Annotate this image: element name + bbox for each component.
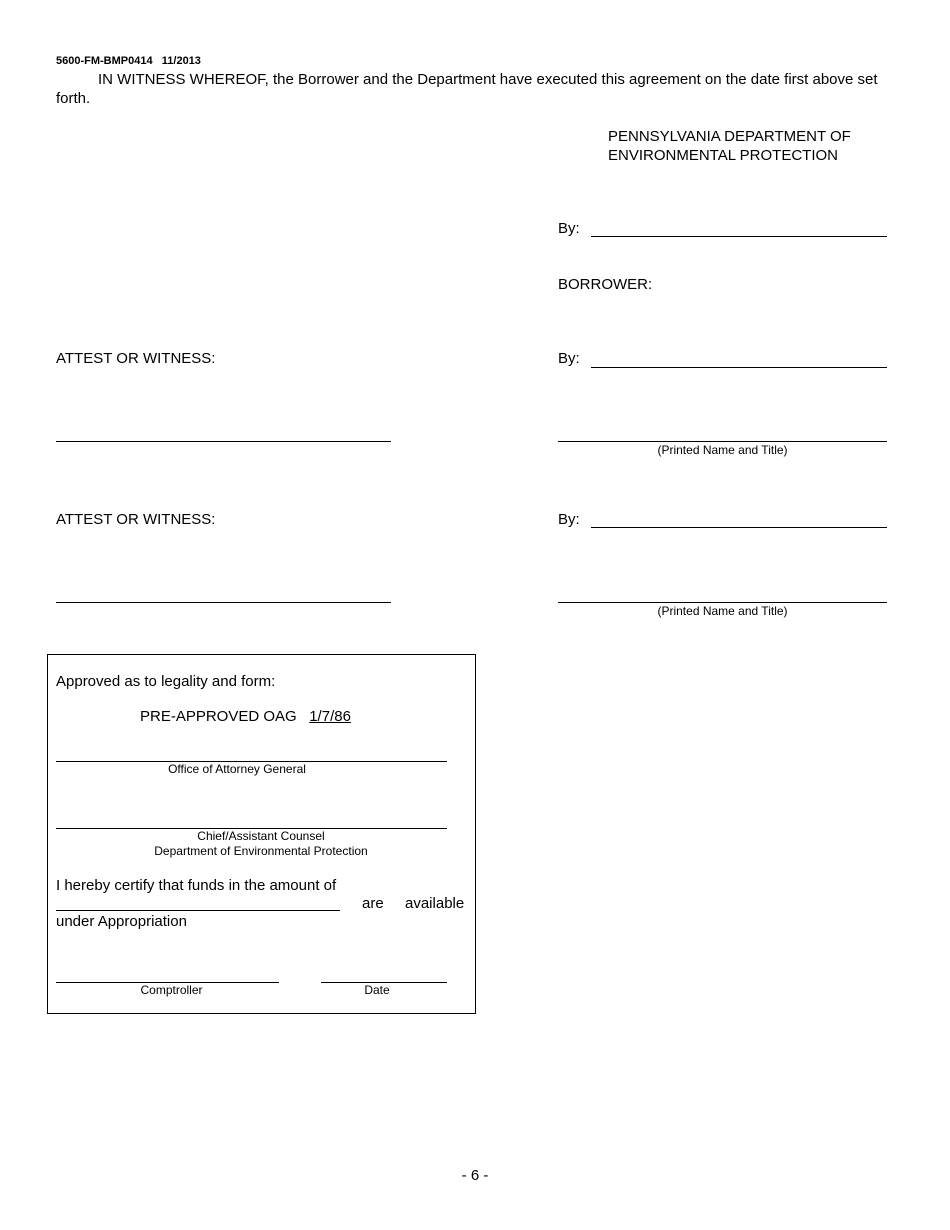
printed-name-line-2[interactable] xyxy=(558,602,887,603)
counsel-caption xyxy=(56,829,466,859)
department-name-line2: ENVIRONMENTAL PROTECTION xyxy=(608,147,839,164)
printed-name-line-1[interactable] xyxy=(558,441,887,442)
available-text: available xyxy=(405,895,465,912)
borrower-by-label-2: By: xyxy=(558,511,580,528)
preapproved-label: PRE-APPROVED OAG xyxy=(140,708,297,725)
form-id: 5600-FM-BMP0414 11/2013 xyxy=(56,55,201,67)
preapproved-oag xyxy=(140,708,351,725)
printed-name-caption-1: (Printed Name and Title) xyxy=(657,443,788,457)
page-number: - 6 - xyxy=(461,1167,489,1184)
borrower-signature-line-1[interactable] xyxy=(591,367,887,368)
attest-label-1: ATTEST OR WITNESS: xyxy=(56,350,216,367)
preapproved-date: 1/7/86 xyxy=(309,708,351,725)
date-caption: Date xyxy=(364,983,390,997)
witness-statement: IN WITNESS WHEREOF, the Borrower and the Department have executed this agreement on the date first above set forth. xyxy=(56,71,878,107)
oag-caption: Office of Attorney General xyxy=(168,762,306,776)
department-by-label: By: xyxy=(558,220,580,237)
borrower-signature-line-2[interactable] xyxy=(591,527,887,528)
attest-signature-line-1[interactable] xyxy=(56,441,391,442)
department-signature-line[interactable] xyxy=(591,236,887,237)
are-text: are xyxy=(362,895,384,912)
borrower-by-label-1: By: xyxy=(558,350,580,367)
certify-text: I hereby certify that funds in the amount of xyxy=(56,877,337,894)
counsel-caption-line1: Chief/Assistant Counsel xyxy=(197,829,325,843)
attest-signature-line-2[interactable] xyxy=(56,602,391,603)
approved-legality-text: Approved as to legality and form: xyxy=(56,673,276,690)
comptroller-caption: Comptroller xyxy=(140,983,203,997)
attest-label-2: ATTEST OR WITNESS: xyxy=(56,511,216,528)
appropriation-text: under Appropriation xyxy=(56,913,187,930)
amount-line[interactable] xyxy=(56,910,340,911)
department-name xyxy=(608,127,851,165)
printed-name-caption-2: (Printed Name and Title) xyxy=(657,604,788,618)
counsel-caption-line2: Department of Environmental Protection xyxy=(154,844,368,858)
borrower-label: BORROWER: xyxy=(558,276,653,293)
department-name-line1: PENNSYLVANIA DEPARTMENT OF xyxy=(608,128,851,145)
